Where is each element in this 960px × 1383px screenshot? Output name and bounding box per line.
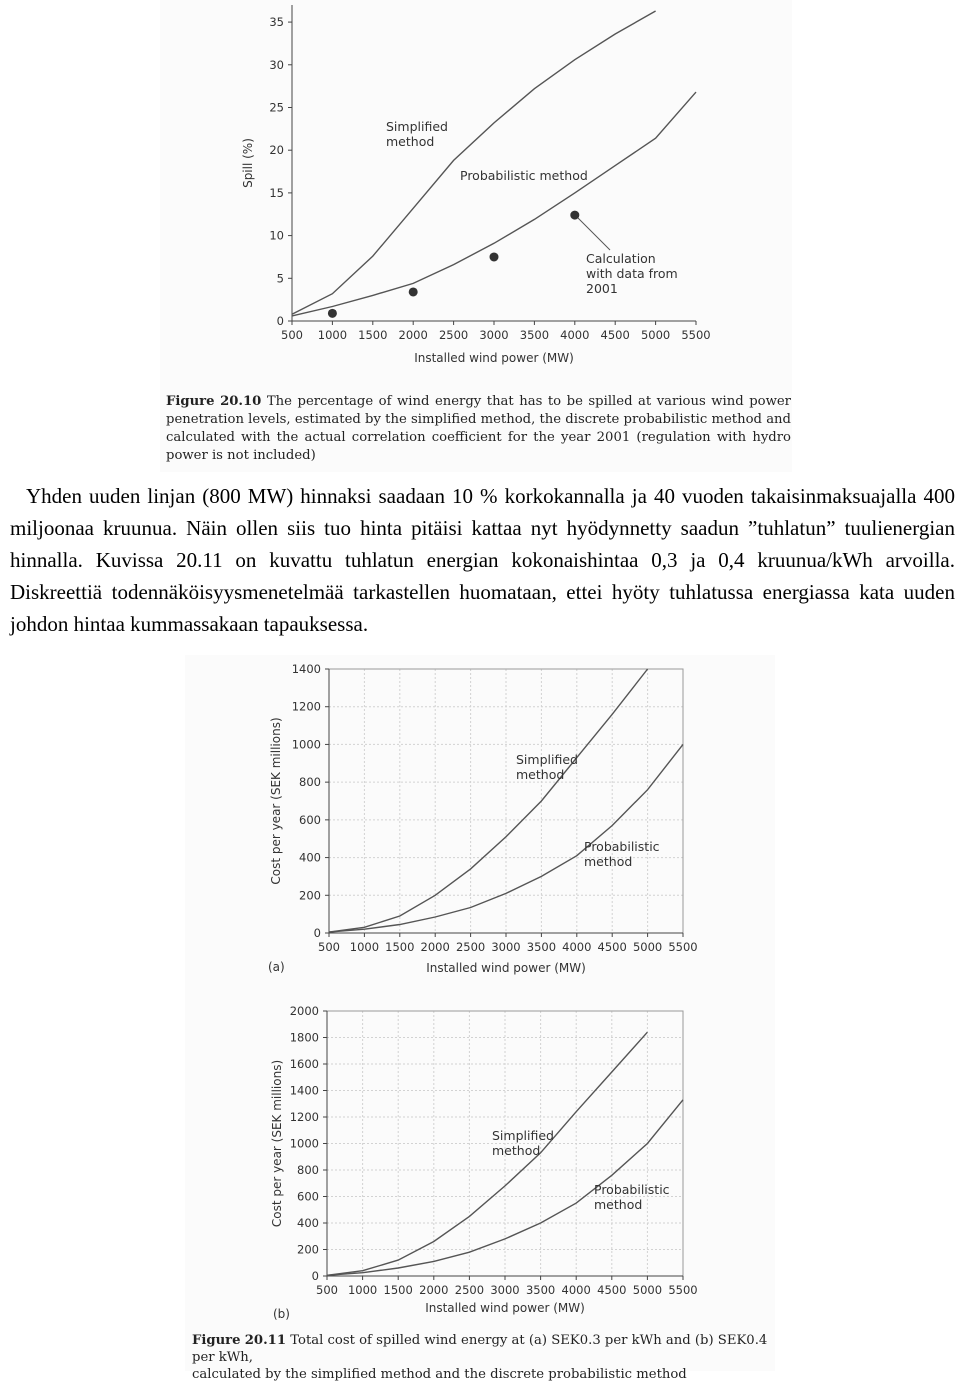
- y-tick-label: 600: [299, 812, 321, 827]
- annotation-line: method: [492, 1143, 541, 1158]
- x-tick-label: 2000: [420, 940, 450, 954]
- x-tick-label: 2500: [454, 1283, 485, 1297]
- x-axis-label: Installed wind power (MW): [426, 961, 586, 975]
- annotation-line: method: [594, 1197, 643, 1212]
- caption-line-1: [192, 1332, 792, 1366]
- y-tick-label: 600: [297, 1189, 319, 1204]
- y-tick-label: 1400: [291, 662, 321, 676]
- x-tick-label: 1000: [349, 940, 380, 954]
- annotation-line: Simplified: [492, 1128, 554, 1143]
- y-axis-label: Spill (%): [241, 138, 255, 188]
- annotation-line: Simplified: [516, 752, 578, 767]
- x-tick-label: 5000: [632, 1283, 663, 1297]
- x-tick-label: 3000: [479, 328, 509, 342]
- caption-number: 20.10: [220, 394, 262, 409]
- annotation-line: method: [584, 854, 633, 869]
- x-tick-label: 2000: [398, 328, 428, 342]
- x-tick-label: 5500: [681, 328, 711, 342]
- y-tick-label: 1000: [291, 737, 321, 752]
- x-tick-label: 2500: [455, 940, 486, 954]
- x-tick-label: 4000: [560, 328, 590, 342]
- x-tick-label: 5000: [640, 328, 671, 342]
- x-tick-label: 5000: [632, 940, 663, 954]
- annotation-line: Probabilistic: [594, 1182, 670, 1197]
- annotation-line: method: [386, 134, 435, 149]
- y-tick-label: 1800: [289, 1030, 319, 1045]
- x-tick-label: 5500: [668, 940, 698, 954]
- series-line: [327, 1032, 647, 1275]
- caption-text: The percentage of wind energy that has to be spilled at various wind power penetration levels, estimated by the simplified method, the discrete probabilistic method and calculated with the actual correlation coefficient for the year 2001 (regulation with hydro power is not included): [166, 394, 791, 463]
- y-tick-label: 800: [297, 1163, 319, 1177]
- x-tick-label: 3500: [525, 1283, 556, 1297]
- x-tick-label: 500: [281, 328, 303, 342]
- x-tick-label: 1500: [383, 1283, 413, 1297]
- annotation-line: Probabilistic method: [460, 168, 588, 183]
- y-tick-label: 200: [297, 1242, 319, 1257]
- x-tick-label: 2500: [438, 328, 469, 342]
- y-tick-label: 20: [269, 143, 284, 158]
- x-tick-label: 4000: [561, 1283, 591, 1297]
- caption-label: Figure: [166, 394, 215, 409]
- y-tick-label: 25: [269, 100, 284, 115]
- chart-annotation: [594, 1182, 670, 1212]
- x-tick-label: 4500: [597, 1283, 627, 1297]
- y-tick-label: 1200: [291, 699, 321, 714]
- y-tick-label: 800: [299, 775, 321, 790]
- y-tick-label: 15: [269, 185, 284, 200]
- x-tick-label: 1500: [385, 940, 415, 954]
- y-tick-label: 200: [299, 888, 321, 903]
- panel-label: (a): [268, 960, 285, 974]
- x-tick-label: 3000: [490, 1283, 520, 1297]
- y-tick-label: 0: [313, 926, 321, 940]
- x-axis-label: Installed wind power (MW): [414, 351, 574, 365]
- y-tick-label: 0: [276, 314, 284, 328]
- x-axis-label: Installed wind power (MW): [425, 1301, 585, 1315]
- y-tick-label: 1400: [289, 1083, 319, 1098]
- annotation-line: Probabilistic: [584, 839, 660, 854]
- caption-line-2: calculated by the simplified method and the discrete probabilistic method: [192, 1367, 687, 1382]
- x-tick-label: 500: [318, 940, 340, 954]
- x-tick-label: 1000: [347, 1283, 378, 1297]
- x-tick-label: 4500: [597, 940, 627, 954]
- figure-20-11-caption: [192, 1332, 792, 1383]
- y-tick-label: 2000: [289, 1004, 319, 1018]
- caption-number: 20.11: [244, 1333, 287, 1348]
- y-tick-label: 5: [276, 271, 284, 286]
- y-tick-label: 0: [311, 1269, 319, 1283]
- y-axis-label: Cost per year (SEK millions): [269, 717, 283, 885]
- y-tick-label: 1000: [289, 1136, 319, 1151]
- annotation-line: with data from: [586, 266, 678, 281]
- y-tick-label: 400: [297, 1216, 319, 1230]
- annotation-line: 2001: [586, 281, 618, 296]
- y-tick-label: 1200: [289, 1110, 319, 1124]
- y-tick-label: 30: [269, 57, 284, 72]
- y-axis-label: Cost per year (SEK millions): [270, 1059, 284, 1228]
- x-tick-label: 2000: [419, 1283, 449, 1297]
- x-tick-label: 3000: [491, 940, 521, 954]
- y-tick-label: 10: [269, 228, 284, 243]
- annotation-line: Calculation: [586, 251, 656, 266]
- annotation-line: Simplified: [386, 119, 448, 134]
- caption-label: Figure: [192, 1333, 241, 1348]
- x-tick-label: 5500: [668, 1283, 698, 1297]
- x-tick-label: 3500: [519, 328, 550, 342]
- paragraph-text: Yhden uuden linjan (800 MW) hinnaksi saadaan 10 % korkokannalla ja 40 vuoden takaisinmaksuajalla 400 miljoonaa kruunua. Näin ollen siis tuo hinta pitäisi kattaa nyt hyödynnetty saadun ”tuhlatun” tuulienergian hinnalla. Kuvissa 20.11 on kuvattu tuhlatun energian kokonaishintaa 0,3 ja 0,4 kruunua/kWh arvoilla. Diskreettiä todennäköisyysmenetelmää tarkastellen huomataan, ettei hyöty tuhlatussa energiassa kata uuden johdon hintaa kummassakaan tapauksessa.: [10, 484, 955, 636]
- caption-text-1: Total cost of spilled wind energy at (a) SEK0.3 per kWh and (b) SEK0.4 per kWh,: [192, 1333, 768, 1365]
- x-tick-label: 4500: [600, 328, 630, 342]
- x-tick-label: 3500: [526, 940, 557, 954]
- annotation-line: method: [516, 767, 565, 782]
- x-tick-label: 500: [316, 1283, 338, 1297]
- panel-label: (b): [273, 1307, 290, 1321]
- y-tick-label: 1600: [289, 1057, 319, 1071]
- y-tick-label: 400: [299, 850, 321, 865]
- x-tick-label: 1500: [358, 328, 388, 342]
- x-tick-label: 4000: [562, 940, 592, 954]
- x-tick-label: 1000: [317, 328, 348, 342]
- y-tick-label: 35: [269, 15, 284, 30]
